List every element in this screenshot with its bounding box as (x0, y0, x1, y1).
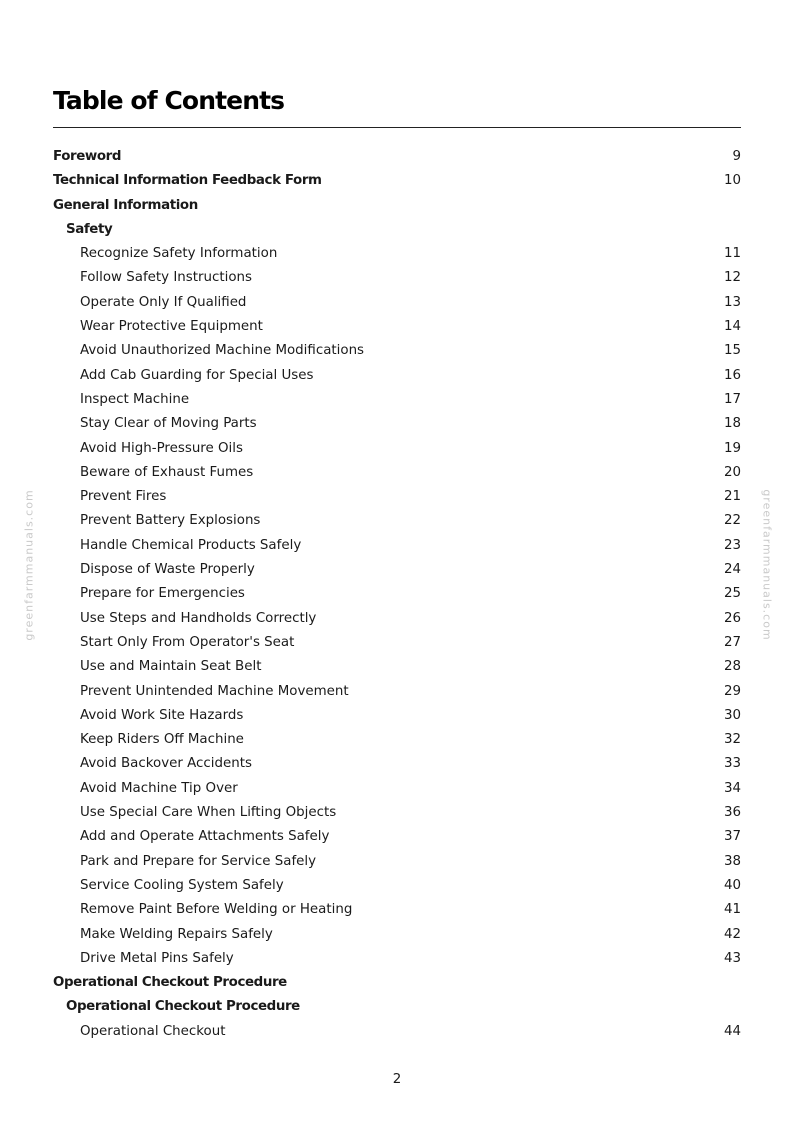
toc-entry[interactable] (53, 315, 741, 339)
toc-entry[interactable] (53, 145, 741, 169)
toc-entry-title: Inspect Machine (80, 391, 190, 407)
toc-entry-page: 38 (723, 853, 741, 869)
toc-entry-page: 21 (723, 489, 741, 505)
toc-entry-page: 42 (723, 926, 741, 942)
toc-entry-title: Operational Checkout Procedure (53, 975, 287, 991)
toc-entry[interactable] (53, 728, 741, 752)
toc-entry-title: Prevent Fires (80, 489, 167, 505)
toc-entry-page: 14 (723, 319, 741, 335)
toc-entry-title: Remove Paint Before Welding or Heating (80, 902, 353, 918)
toc-entry-page: 26 (723, 610, 741, 626)
toc-entry-page: 28 (723, 659, 741, 675)
toc-entry-title: Operational Checkout Procedure (66, 999, 300, 1015)
toc-entry-title: Wear Protective Equipment (80, 319, 263, 335)
toc-entry-title: Prevent Battery Explosions (80, 513, 261, 529)
toc-entry-page: 44 (723, 1023, 741, 1039)
toc-entry[interactable] (53, 291, 741, 315)
toc-entry-page: 18 (723, 416, 741, 432)
toc-entry-title: Start Only From Operator's Seat (80, 634, 295, 650)
toc-entry[interactable] (53, 898, 741, 922)
toc-entry-page: 17 (723, 391, 741, 407)
toc-entry[interactable] (53, 242, 741, 266)
toc-entry[interactable] (53, 509, 741, 533)
toc-entry-page: 36 (723, 805, 741, 821)
toc-entry-title: Foreword (53, 149, 122, 164)
toc-entry[interactable] (53, 655, 741, 679)
toc-entry-page: 11 (723, 246, 741, 262)
toc-entry-title: Prepare for Emergencies (80, 586, 245, 602)
page-number: 2 (392, 1072, 402, 1087)
toc-entry[interactable] (53, 534, 741, 558)
toc-entry[interactable] (53, 850, 741, 874)
toc-entry[interactable] (53, 485, 741, 509)
toc-entry-page: 24 (723, 562, 741, 578)
toc-entry-page: 12 (723, 270, 741, 286)
toc-entry[interactable] (53, 1020, 741, 1044)
watermark-right-text: greenfarmmanuals.com (760, 489, 774, 641)
toc-entry[interactable] (53, 558, 741, 582)
toc-entry[interactable] (53, 461, 741, 485)
toc-entry-title: Avoid Unauthorized Machine Modifications (80, 343, 365, 359)
toc-entry-page: 20 (723, 464, 741, 480)
toc-entry-title: Use Special Care When Lifting Objects (80, 805, 337, 821)
toc-entry[interactable] (53, 923, 741, 947)
toc-entry[interactable] (53, 339, 741, 363)
toc-entry-title: Handle Chemical Products Safely (80, 537, 302, 553)
toc-entry-page: 23 (723, 537, 741, 553)
toc-entry-title: Recognize Safety Information (80, 246, 278, 262)
toc-entry-page: 40 (723, 877, 741, 893)
toc-entry-page: 27 (723, 634, 741, 650)
toc-entry[interactable] (53, 607, 741, 631)
toc-entry[interactable] (53, 364, 741, 388)
toc-entry-title: Prevent Unintended Machine Movement (80, 683, 349, 699)
toc-entry-title: Make Welding Repairs Safely (80, 926, 273, 942)
toc-entry[interactable] (53, 631, 741, 655)
toc-entry-page: 9 (732, 149, 741, 164)
toc-entry-page: 34 (723, 780, 741, 796)
toc-entry-page: 25 (723, 586, 741, 602)
toc-entry[interactable] (53, 752, 741, 776)
toc-entry-title: Safety (66, 221, 113, 237)
toc-entry-title: Dispose of Waste Properly (80, 562, 255, 578)
toc-entry-title: Keep Riders Off Machine (80, 732, 244, 748)
toc-entry-title: Beware of Exhaust Fumes (80, 464, 254, 480)
toc-entry-page: 29 (723, 683, 741, 699)
toc-entry-page: 32 (723, 732, 741, 748)
toc-entry[interactable] (53, 825, 741, 849)
toc-entry-title: Technical Information Feedback Form (53, 173, 322, 189)
watermark-left-text: greenfarmmanuals.com (22, 489, 36, 641)
toc-entry[interactable] (53, 801, 741, 825)
toc-entry-page: 30 (723, 707, 741, 723)
toc-entry[interactable] (53, 947, 741, 971)
toc-entry[interactable] (53, 582, 741, 606)
toc-entry-page: 16 (723, 367, 741, 383)
toc-entry[interactable] (53, 412, 741, 436)
toc-entry-page: 19 (723, 440, 741, 456)
page-title: Table of Contents (53, 86, 285, 115)
title-divider (53, 127, 741, 128)
toc-entry[interactable] (53, 777, 741, 801)
toc-entry-title: Use Steps and Handholds Correctly (80, 610, 317, 626)
toc-entry-page: 22 (723, 513, 741, 529)
toc-entry[interactable] (53, 169, 741, 193)
toc-entry-title: Avoid Machine Tip Over (80, 780, 238, 796)
toc-entry-page: 13 (723, 294, 741, 310)
toc-section-heading (53, 218, 741, 242)
toc-entry-page: 37 (723, 829, 741, 845)
toc-entry-title: Service Cooling System Safely (80, 877, 284, 893)
toc-section-heading (53, 995, 741, 1019)
toc-entry-title: Add and Operate Attachments Safely (80, 829, 330, 845)
toc-entry[interactable] (53, 680, 741, 704)
toc-entry-title: Avoid Work Site Hazards (80, 707, 244, 723)
toc-entry-title: Operational Checkout (80, 1023, 226, 1039)
toc-entry-page: 33 (723, 756, 741, 772)
toc-entry[interactable] (53, 388, 741, 412)
toc-entry[interactable] (53, 874, 741, 898)
toc-entry-title: Avoid Backover Accidents (80, 756, 252, 772)
toc-entry[interactable] (53, 437, 741, 461)
toc-entry-page: 10 (723, 173, 741, 189)
toc-section-heading (53, 971, 741, 995)
toc-entry-page: 41 (723, 902, 741, 918)
toc-entry-title: Park and Prepare for Service Safely (80, 853, 317, 869)
toc-entry-page: 15 (723, 343, 741, 359)
toc-entry[interactable] (53, 704, 741, 728)
toc-entry-title: Drive Metal Pins Safely (80, 950, 234, 966)
toc-entry-title: Stay Clear of Moving Parts (80, 416, 257, 432)
toc-entry-title: Add Cab Guarding for Special Uses (80, 367, 314, 383)
toc-entry-title: Use and Maintain Seat Belt (80, 659, 262, 675)
toc-entry[interactable] (53, 266, 741, 290)
toc-entry-title: Avoid High-Pressure Oils (80, 440, 243, 456)
toc-list (53, 145, 741, 1044)
toc-entry-title: General Information (53, 197, 198, 213)
toc-entry-page: 43 (723, 950, 741, 966)
toc-section-heading (53, 194, 741, 218)
toc-entry-title: Follow Safety Instructions (80, 270, 252, 286)
toc-entry-title: Operate Only If Qualified (80, 294, 247, 310)
